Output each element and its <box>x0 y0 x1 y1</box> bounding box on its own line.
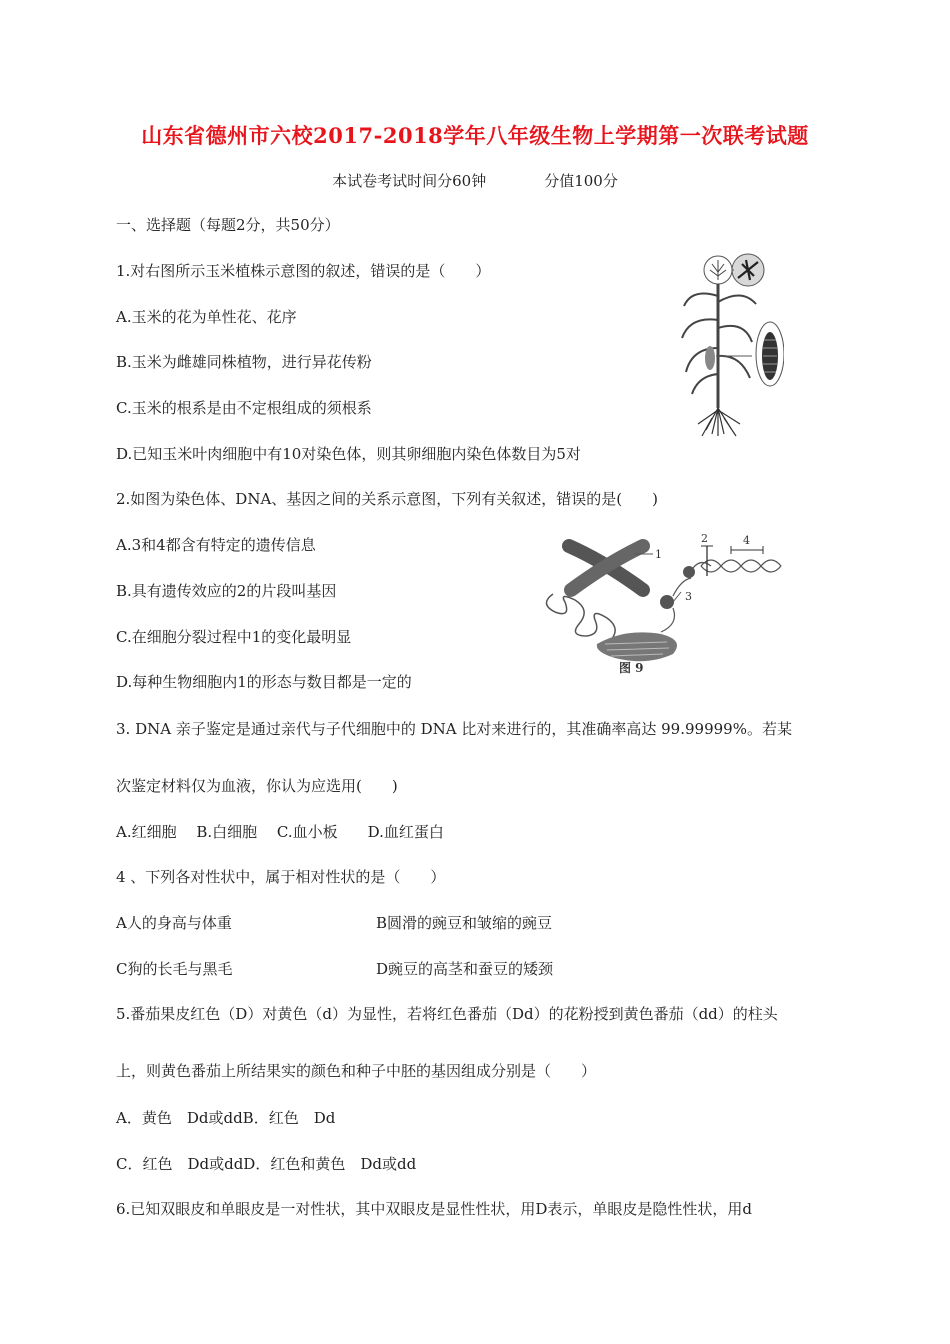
q4-option-b: B圆滑的豌豆和皱缩的豌豆 <box>376 914 553 932</box>
q4-option-d: D豌豆的高茎和蚕豆的矮颈 <box>376 960 554 978</box>
q1-option-b: B.玉米为雌雄同株植物，进行异花传粉 <box>116 353 372 371</box>
q1-option-d: D.已知玉米叶肉细胞中有10对染色体，则其卵细胞内染色体数目为5对 <box>116 445 581 463</box>
q1-option-a: A.玉米的花为单性花、花序 <box>116 308 297 326</box>
q5-line-1: 5.番茄果皮红色（D）对黄色（d）为显性，若将红色番茄（Dd）的花粉授到黄色番茄（dd）的柱头 <box>116 1005 778 1023</box>
q5-options-cd: C．红色 Dd或ddD．红色和黄色 Dd或dd <box>116 1155 417 1173</box>
q3-line-2: 次鉴定材料仅为血液，你认为应选用( ) <box>116 777 398 795</box>
q3-line-1: 3. DNA 亲子鉴定是通过亲代与子代细胞中的 DNA 比对来进行的，其准确率高达 99.99999%。若某 <box>116 720 792 738</box>
q4-stem: 4 、下列各对性状中，属于相对性状的是（ ） <box>116 868 446 886</box>
label-2: 2 <box>701 532 708 545</box>
exam-time: 本试卷考试时间分60钟 <box>332 172 487 190</box>
figure-caption: 图 9 <box>619 661 644 675</box>
q5-options-ab: A．黄色 Dd或ddB．红色 Dd <box>116 1109 336 1127</box>
q4-options-ab <box>116 912 232 933</box>
q2-option-c: C.在细胞分裂过程中1的变化最明显 <box>116 628 352 646</box>
label-1: 1 <box>655 548 662 561</box>
q5-line-2: 上，则黄色番茄上所结果实的颜色和种子中胚的基因组成分别是（ ） <box>116 1062 597 1080</box>
q1-stem: 1.对右图所示玉米植株示意图的叙述，错误的是（ ） <box>116 262 491 280</box>
q3-options: A.红细胞 B.白细胞 C.血小板 D.血红蛋白 <box>116 823 444 841</box>
chromosome-dna-figure <box>535 532 791 676</box>
q2-option-d: D.每种生物细胞内1的形态与数目都是一定的 <box>116 673 412 691</box>
label-3: 3 <box>685 590 692 603</box>
section-heading: 一、选择题（每题2分，共50分） <box>116 216 340 234</box>
q2-stem: 2.如图为染色体、DNA、基因之间的关系示意图，下列有关叙述，错误的是( ) <box>116 490 659 508</box>
q4-option-c: C狗的长毛与黑毛 <box>116 960 233 978</box>
q6-line-1: 6.已知双眼皮和单眼皮是一对性状，其中双眼皮是显性性状，用D表示，单眼皮是隐性性状，用d <box>116 1200 752 1218</box>
exam-score: 分值100分 <box>544 172 618 190</box>
exam-subtitle <box>0 170 950 191</box>
q2-option-b: B.具有遗传效应的2的片段叫基因 <box>116 582 337 600</box>
exam-title: 山东省德州市六校2017-2018学年八年级生物上学期第一次联考试题 <box>141 123 809 148</box>
q1-option-c: C.玉米的根系是由不定根组成的须根系 <box>116 399 372 417</box>
q2-option-a: A.3和4都含有特定的遗传信息 <box>116 536 316 554</box>
corn-plant-figure <box>672 248 784 440</box>
label-4: 4 <box>743 534 750 547</box>
q4-option-a: A人的身高与体重 <box>116 914 232 932</box>
